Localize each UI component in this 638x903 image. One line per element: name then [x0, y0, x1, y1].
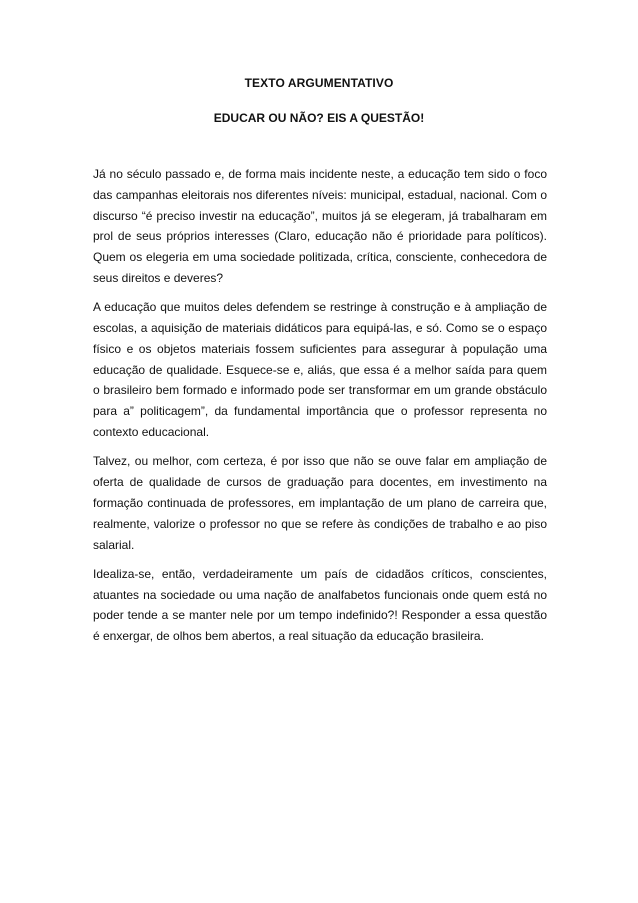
document-title: TEXTO ARGUMENTATIVO: [244, 76, 394, 90]
subtitle-punctuation: !: [420, 111, 425, 125]
paragraph-3: Talvez, ou melhor, com certeza, é por isso que não se ouve falar em ampliação de oferta de qualidade de cursos de graduação para docentes, em investimento na formação continuada de professores, em implantação de um plano de carreira que, realmente, valorize o professor no que se refere às condições de trabalho e ao piso salarial.: [93, 454, 547, 552]
paragraph-1: Já no século passado e, de forma mais incidente neste, a educação tem sido o foco das campanhas eleitorais nos diferentes níveis: municipal, estadual, nacional. Com o discurso “é preciso investir na educação”, muitos já se elegeram, já trabalharam em prol de seus próprios interesses (Claro, educação não é prioridade para políticos). Quem os elegeria em uma sociedade politizada, crítica, consciente, conhecedora de seus direitos e deveres?: [93, 167, 547, 285]
document-body: [93, 164, 547, 656]
paragraph-2: A educação que muitos deles defendem se restringe à construção e à ampliação de escolas, a aquisição de materiais didáticos para equipá-las, e só. Como se o espaço físico e os objetos materiais fossem suficientes para assegurar à população uma educação de qualidade. Esquece-se e, aliás, que essa é a melhor saída para quem o brasileiro bem formado e informado pode ser transformar em um grande obstáculo para a” politicagem”, da fundamental importância que o professor representa no contexto educacional.: [93, 300, 547, 440]
document-subtitle: [0, 111, 638, 125]
subtitle-text: EDUCAR OU NÃO? EIS A QUESTÃO: [213, 111, 421, 125]
paragraph-4: Idealiza-se, então, verdadeiramente um país de cidadãos críticos, conscientes, atuantes na sociedade ou uma nação de analfabetos funcionais onde quem está no poder tende a se manter nele por um tempo indefinido?! Responder a essa questão é enxergar, de olhos bem abertos, a real situação da educação brasileira.: [93, 566, 547, 644]
